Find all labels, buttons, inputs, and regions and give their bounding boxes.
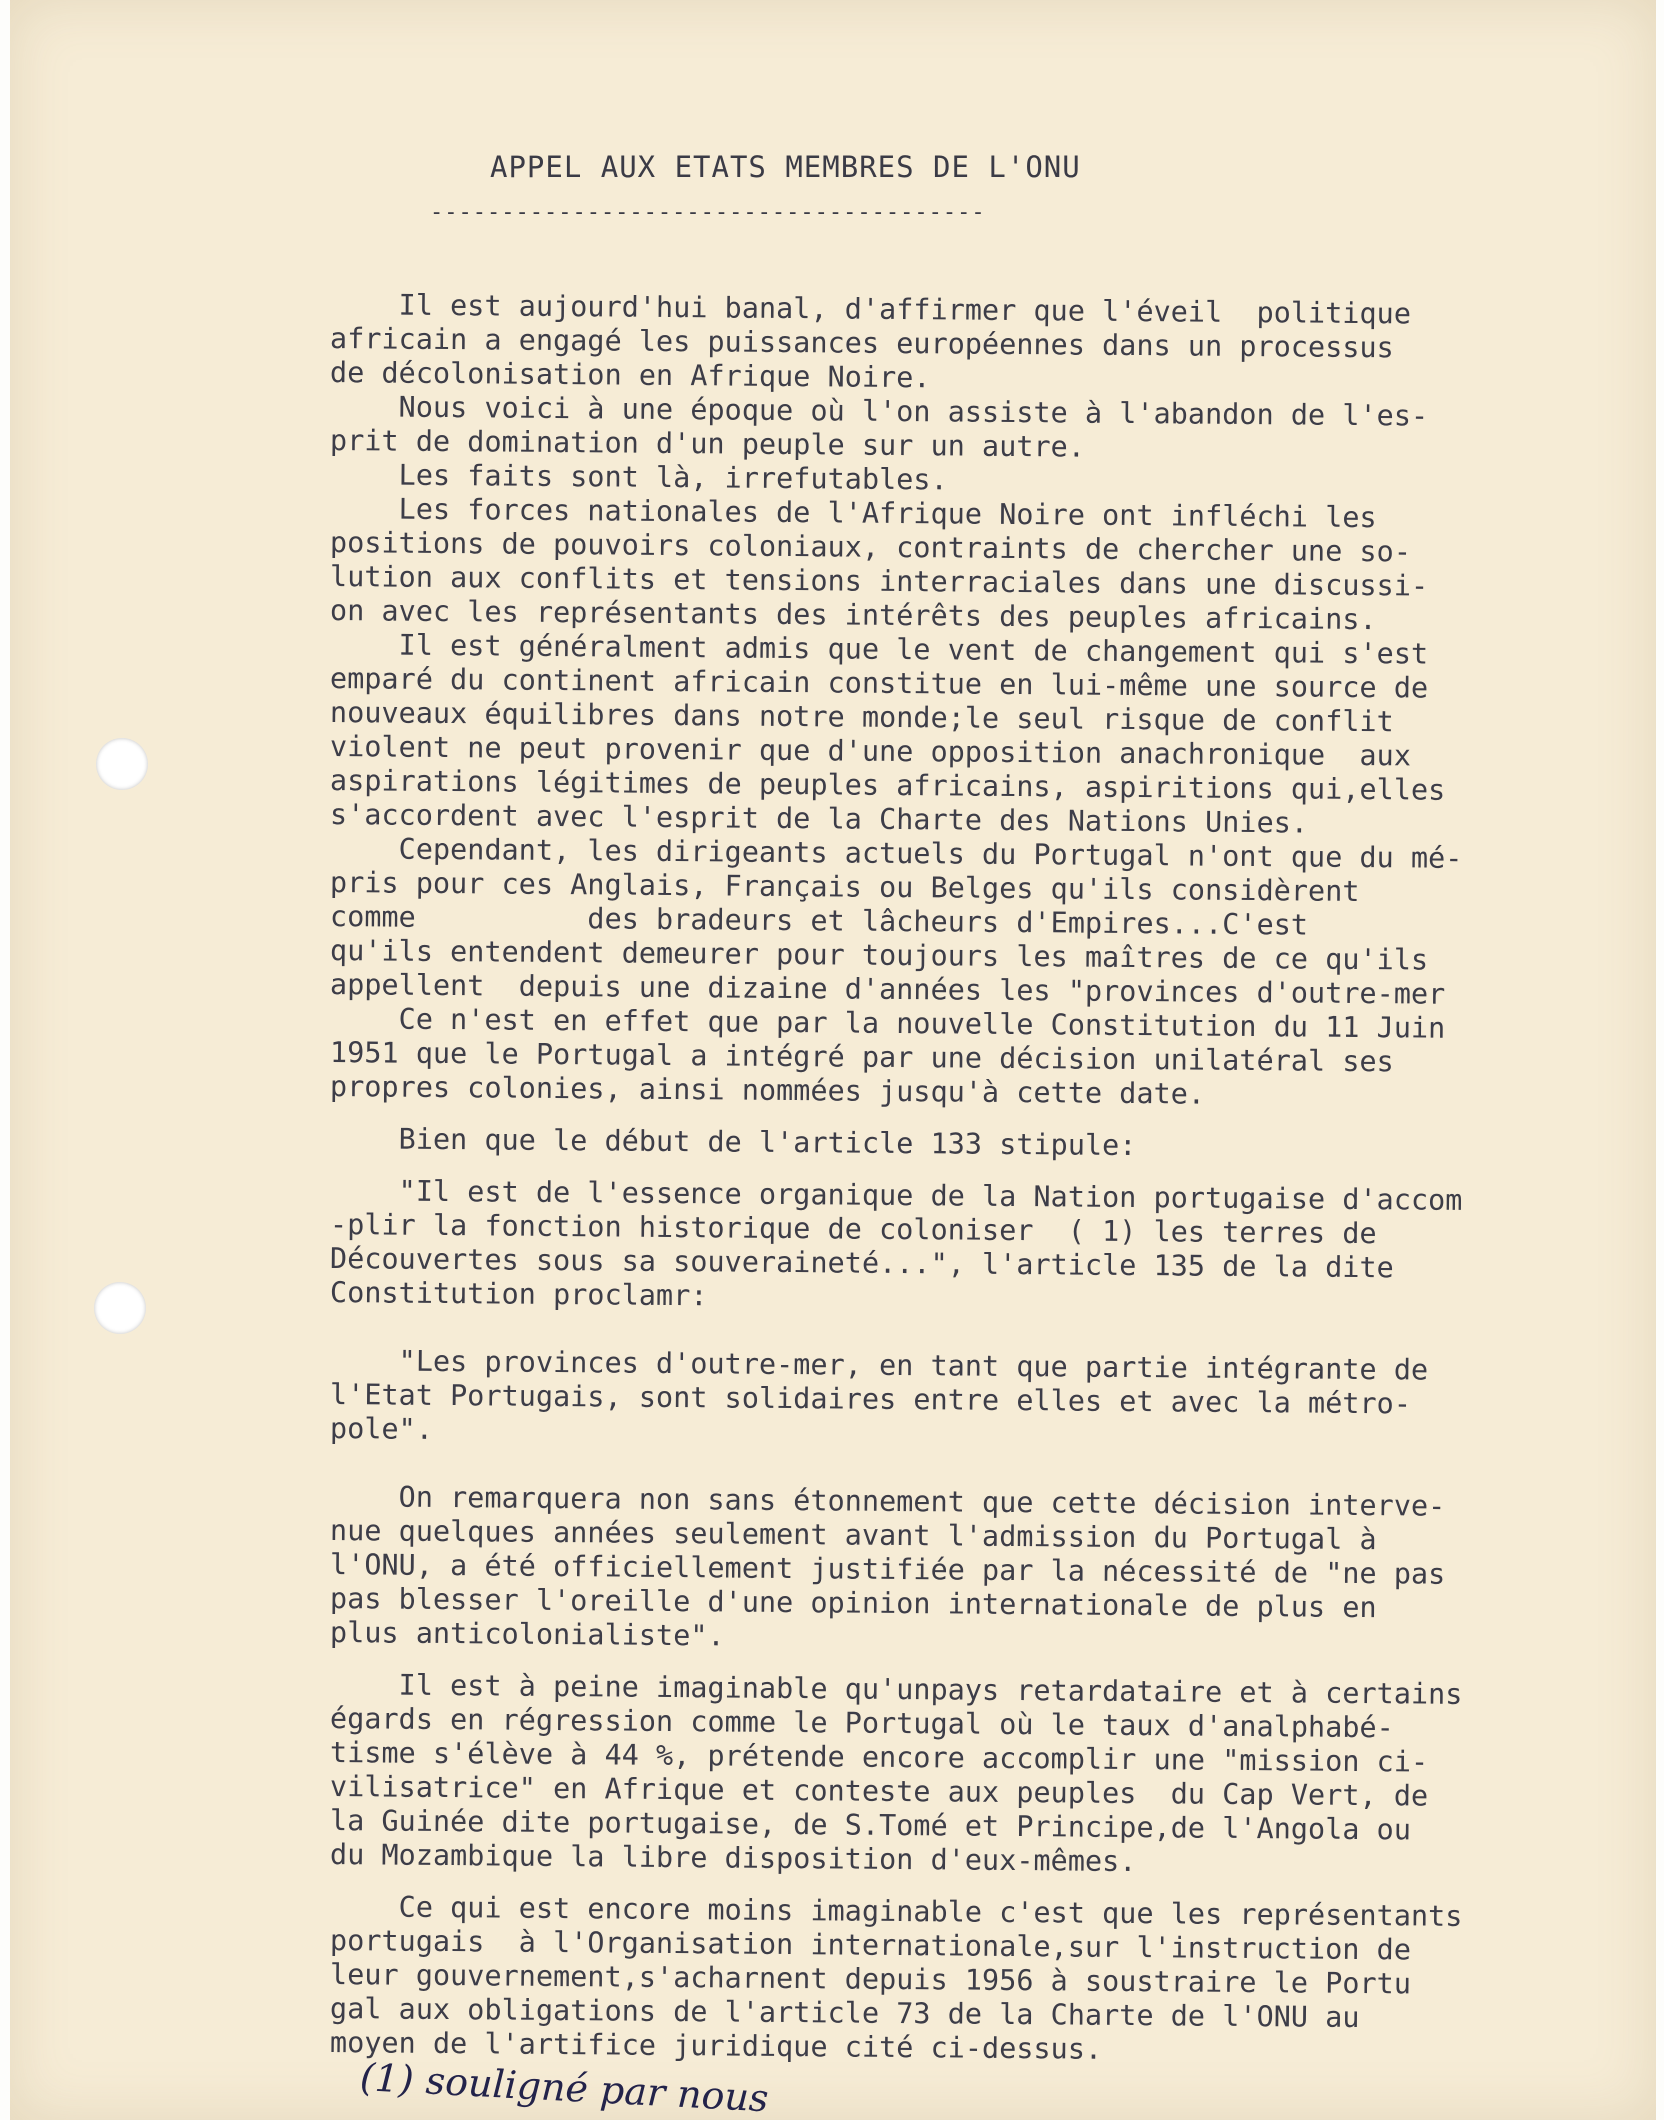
text-line: la Guinée dite portugaise, de S.Tomé et Principe,de l'Angola ou [329, 1804, 1412, 1847]
text-line: violent ne peut provenir que d'une opposition anachronique aux [329, 730, 1412, 773]
text-line: pole". [329, 1412, 434, 1446]
text-line: l'ONU, a été officiellement justifiée par la nécessité de "ne pas [329, 1548, 1446, 1591]
paragraph-cependant [329, 832, 1664, 1011]
paragraph-constitution [329, 1002, 1664, 1111]
document-page [10, 0, 1656, 2120]
paragraph-forces [329, 492, 1664, 637]
text-line: Cependant, les dirigeants actuels du Portugal n'ont que du mé- [329, 832, 1463, 875]
paragraph-eveil [329, 288, 1664, 395]
text-line: aspirations légitimes de peuples africains, aspiritions qui,elles [329, 764, 1446, 807]
text-line: pris pour ces Anglais, Français ou Belges qu'ils considèrent [329, 866, 1360, 908]
quote-article-135 [330, 1344, 1664, 1446]
punch-hole-bottom [94, 1282, 146, 1334]
article-intro: Bien que le début de l'article 133 stipule: [329, 1122, 1137, 1163]
text-line: portugais à l'Organisation internationale,sur l'instruction de [329, 1924, 1412, 1967]
document-title: APPEL AUX ETATS MEMBRES DE L'ONU [490, 150, 1081, 184]
paragraph-final [329, 1890, 1664, 2066]
text-line: nue quelques années seulement avant l'admission du Portugal à [329, 1514, 1377, 1557]
text-line: propres colonies, ainsi nommées jusqu'à cette date. [329, 1070, 1206, 1111]
text-line: Il est à peine imaginable qu'unpays retardataire et à certains [329, 1668, 1463, 1711]
text-line: Les faits sont là, irrefutables. [329, 458, 948, 497]
text-line: On remarquera non sans étonnement que cette décision interve- [329, 1480, 1446, 1523]
text-line: vilisatrice" en Afrique et conteste aux peuples du Cap Vert, de [329, 1770, 1429, 1813]
text-line: Nous voici à une époque où l'on assiste à l'abandon de l'es- [329, 390, 1429, 433]
text-line: l'Etat Portugais, sont solidaires entre elles et avec la métro- [329, 1378, 1412, 1421]
punch-hole-top [96, 738, 148, 790]
paragraph-pays [329, 1668, 1664, 1879]
text-line: Il est aujourd'hui banal, d'affirmer que l'éveil politique [329, 288, 1412, 331]
text-line: qu'ils entendent demeurer pour toujours les maîtres de ce qu'ils [329, 934, 1429, 977]
text-line: emparé du continent africain constitue en lui-même une source de [329, 662, 1429, 705]
quote-article-133 [329, 1174, 1664, 1313]
text-line: moyen de l'artifice juridique cité ci-dessus. [329, 2026, 1103, 2066]
text-line: comme des bradeurs et lâcheurs d'Empires...C'est [329, 900, 1309, 942]
text-line: Constitution proclamr: [329, 1276, 708, 1313]
text-line: leur gouvernement,s'acharnent depuis 1956 à soustraire le Portu [329, 1958, 1412, 2001]
handwritten-footnote: (1) souligné par nous [358, 2055, 770, 2120]
text-line: positions de pouvoirs coloniaux, contraints de chercher une so- [329, 526, 1412, 569]
text-line: Ce qui est encore moins imaginable c'est que les représentants [329, 1890, 1463, 1933]
text-line: tisme s'élève à 44 %, prétende encore accomplir une "mission ci- [329, 1736, 1429, 1779]
text-line: plus anticolonialiste". [329, 1616, 725, 1653]
text-line: Les forces nationales de l'Afrique Noire ont infléchi les [329, 492, 1377, 535]
text-line: lution aux conflits et tensions interraciales dans une discussi- [329, 560, 1429, 603]
title-underline: --------------------------------------- [430, 200, 986, 225]
text-line: de décolonisation en Afrique Noire. [329, 356, 931, 395]
paragraph-onu [329, 1480, 1664, 1653]
text-line: prit de domination d'un peuple sur un autre. [329, 424, 1086, 464]
document-body [329, 288, 1664, 2066]
text-line: égards en régression comme le Portugal où le taux d'analphabé- [329, 1702, 1394, 1745]
text-line: pas blesser l'oreille d'une opinion internationale de plus en [329, 1582, 1377, 1625]
text-line: appellent depuis une dizaine d'années les "provinces d'outre-mer [329, 968, 1446, 1011]
text-line: Il est généralment admis que le vent de changement qui s'est [329, 628, 1429, 671]
paragraph-vent [329, 628, 1664, 840]
text-line: "Il est de l'essence organique de la Nation portugaise d'accom [329, 1174, 1463, 1217]
text-line: gal aux obligations de l'article 73 de la Charte de l'ONU au [329, 1992, 1360, 2034]
text-line: Découvertes sous sa souveraineté...", l'article 135 de la dite [329, 1242, 1394, 1285]
text-line: -plir la fonction historique de coloniser ( 1) les terres de [329, 1208, 1377, 1251]
text-line: Ce n'est en effet que par la nouvelle Constitution du 11 Juin [329, 1002, 1446, 1045]
text-line: s'accordent avec l'esprit de la Charte des Nations Unies. [329, 798, 1309, 840]
text-line: 1951 que le Portugal a intégré par une décision unilatéral ses [329, 1036, 1394, 1079]
paragraph-epoque [329, 390, 1664, 464]
text-line: africain a engagé les puissances européennes dans un processus [329, 322, 1394, 365]
text-line: du Mozambique la libre disposition d'eux-mêmes. [329, 1838, 1137, 1879]
text-line: "Les provinces d'outre-mer, en tant que partie intégrante de [329, 1344, 1429, 1387]
text-line: on avec les représentants des intérêts des peuples africains. [329, 594, 1377, 637]
text-line: nouveaux équilibres dans notre monde;le seul risque de conflit [329, 696, 1394, 739]
